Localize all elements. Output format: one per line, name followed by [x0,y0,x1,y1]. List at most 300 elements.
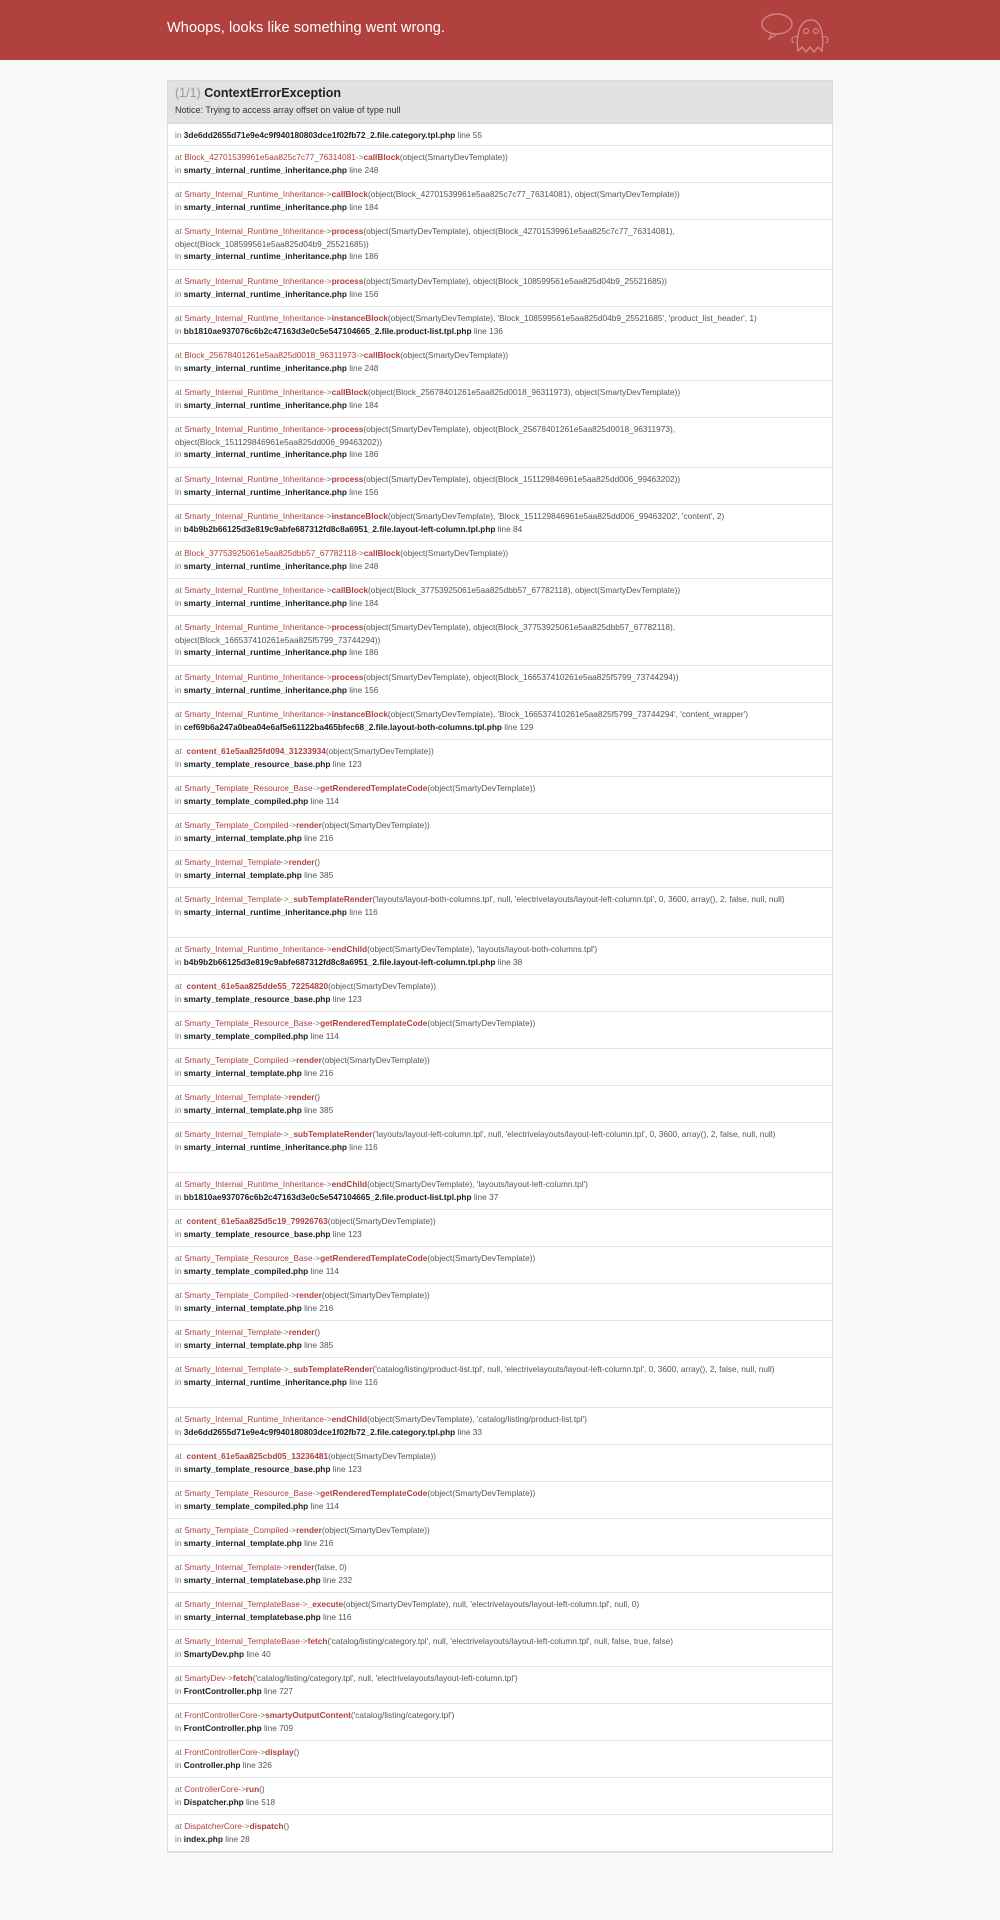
frame-in-label: in [175,1463,184,1474]
frame-class[interactable]: Smarty_Internal_Template [184,1327,282,1337]
frame-function[interactable]: getRenderedTemplateCode [320,1018,428,1028]
frame-file[interactable]: smarty_template_compiled.php [183,1500,309,1511]
frame-at-label: at [175,1673,185,1683]
frame-file[interactable]: smarty_internal_runtime_inheritance.php [183,560,347,571]
frame-class[interactable]: Smarty_Template_Resource_Base [184,783,313,793]
frame-function[interactable]: callBlock [363,548,401,558]
frame-class[interactable]: Smarty_Internal_Template [184,1129,282,1139]
frame-args: (object(SmartyDevTemplate)) [328,1451,437,1461]
frame-file[interactable]: smarty_template_resource_base.php [183,1463,331,1474]
frame-location [175,1030,825,1043]
frame-function[interactable]: render [288,857,315,867]
stack-frame [168,1408,832,1445]
frame-class[interactable]: Smarty_Internal_Runtime_Inheritance [184,1414,324,1424]
frame-class[interactable]: FrontControllerCore [184,1747,258,1757]
frame-operator: -> [281,1364,289,1374]
frame-class[interactable]: Block_25678401261e5aa825d0018_96311973 [184,350,357,360]
frame-function[interactable]: process [331,276,364,286]
stack-frame [168,1321,832,1358]
frame-at-label: at [175,1364,185,1374]
frame-function[interactable]: process [331,226,364,236]
error-header [0,0,1000,60]
frame-line: line 123 [330,758,362,769]
frame-file[interactable]: Controller.php [183,1759,241,1770]
frame-file[interactable]: smarty_internal_runtime_inheritance.php [183,906,347,917]
frame-file[interactable]: smarty_internal_runtime_inheritance.php [183,201,347,212]
frame-location [175,560,825,573]
stack-frame [168,1247,832,1284]
frame-line: line 55 [455,130,483,140]
frame-file[interactable]: smarty_internal_runtime_inheritance.php [183,684,347,695]
frame-operator: -> [288,1055,297,1065]
frame-class[interactable]: Smarty_Template_Compiled [184,1290,289,1300]
frame-location [175,1302,825,1315]
frame-operator: -> [288,820,297,830]
frame-operator: -> [312,1018,321,1028]
frame-call [175,1672,825,1685]
frame-at-label: at [175,1599,185,1609]
frame-function[interactable]: process [331,622,364,632]
frame-function[interactable]: endChild [331,1179,368,1189]
frame-in-label: in [175,130,184,140]
frame-location [175,1228,825,1241]
frame-operator: -> [323,511,332,521]
stack-frame [168,1086,832,1123]
frame-operator: -> [281,1129,289,1139]
frame-in-label: in [175,906,184,917]
frame-args: (object(SmartyDevTemplate)) [427,1018,536,1028]
frame-function[interactable]: process [331,424,364,434]
frame-call [175,943,825,956]
frame-function[interactable]: _subTemplateRender [288,894,373,904]
frame-in-label: in [175,486,184,497]
frame-file[interactable]: smarty_internal_runtime_inheritance.php [183,486,347,497]
exception-name: ContextErrorException [204,86,342,100]
frame-class[interactable]: Smarty_Internal_Runtime_Inheritance [184,585,324,595]
frame-class[interactable]: Smarty_Internal_Runtime_Inheritance [184,276,324,286]
frame-in-label: in [175,1611,184,1622]
frame-file[interactable]: smarty_internal_runtime_inheritance.php [183,288,347,299]
frame-call [175,547,825,560]
frame-line: line 40 [244,1648,271,1659]
frame-file[interactable]: smarty_template_compiled.php [183,1030,309,1041]
frame-at-label: at [175,1636,185,1646]
frame-line: line 114 [308,1030,340,1041]
frame-file[interactable]: smarty_internal_template.php [183,832,302,843]
frame-args: ('layouts/layout-both-columns.tpl', null, 'electrivelayouts/layout-left-column.tpl', 0, 3600, array(), 2, false, null, null) [372,894,785,904]
frame-function[interactable]: render [296,1055,322,1065]
frame-args: (object(SmartyDevTemplate)) [427,1253,536,1263]
frame-at-label: at [175,276,185,286]
frame-args: (object(SmartyDevTemplate), object(Block_37753925061e5aa825dbb57_67782118), object(Block_166537410261e5aa825f5799_73744294)) [175,622,676,645]
frame-class[interactable]: Smarty_Internal_Runtime_Inheritance [184,387,324,397]
frame-line: line 123 [330,1228,362,1239]
frame-file[interactable]: smarty_internal_template.php [183,1067,302,1078]
frame-function[interactable]: dispatch [249,1821,284,1831]
frame-class[interactable]: Smarty_Internal_Runtime_Inheritance [184,672,324,682]
frame-at-label: at [175,1414,185,1424]
frame-operator: -> [323,424,332,434]
frame-args: (object(Block_25678401261e5aa825d0018_96311973), object(SmartyDevTemplate)) [368,387,681,397]
frame-file[interactable]: smarty_internal_templatebase.php [183,1611,321,1622]
frame-location [175,1265,825,1278]
frame-at-label: at [175,1055,185,1065]
frame-file[interactable]: smarty_internal_runtime_inheritance.php [183,362,347,373]
frame-location [175,325,825,338]
frame-at-label: at [175,746,185,756]
frame-file[interactable]: smarty_template_resource_base.php [183,993,331,1004]
frame-args: (object(SmartyDevTemplate)) [400,548,509,558]
frame-function[interactable]: getRenderedTemplateCode [320,1253,428,1263]
frame-function[interactable]: run [245,1784,260,1794]
frame-function[interactable]: _subTemplateRender [288,1364,373,1374]
frame-args: (object(SmartyDevTemplate)) [328,981,437,991]
frame-class[interactable]: FrontControllerCore [184,1710,258,1720]
frame-in-label: in [175,164,184,175]
frame-function[interactable]: render [288,1092,315,1102]
frame-class[interactable]: ControllerCore [184,1784,239,1794]
frame-args: () [314,1327,321,1337]
frame-file[interactable]: FrontController.php [183,1722,262,1733]
stack-frame [168,124,832,146]
frame-location [175,362,825,375]
frame-call [175,1252,825,1265]
frame-location [175,523,825,536]
frame-call [175,782,825,795]
frame-function[interactable]: render [296,820,322,830]
frame-class[interactable]: Smarty_Internal_Runtime_Inheritance [184,622,324,632]
frame-function[interactable]: callBlock [331,387,369,397]
frame-args: (object(SmartyDevTemplate), null, 'electrivelayouts/layout-left-column.tpl', null, 0) [343,1599,640,1609]
frame-call [175,1450,825,1463]
frame-location [175,869,825,882]
frame-file[interactable]: b4b9b2b66125d3e819c9abfe687312fd8c8a6951_2.file.layout-left-column.tpl.php [183,523,496,534]
frame-function[interactable]: process [331,672,364,682]
frame-in-label: in [175,1228,184,1239]
frame-in-label: in [175,1648,184,1659]
frame-class[interactable]: Smarty_Internal_Template [184,1364,282,1374]
frame-operator: -> [356,350,364,360]
stack-frame [168,1815,832,1852]
frame-call [175,1783,825,1796]
frame-file[interactable]: smarty_internal_runtime_inheritance.php [183,251,347,261]
frame-at-label: at [175,1290,185,1300]
frame-class[interactable]: Smarty_Template_Resource_Base [184,1253,313,1263]
frame-file[interactable]: smarty_internal_templatebase.php [183,1574,321,1585]
frame-operator: -> [300,1636,308,1646]
frame-line: line 326 [240,1759,272,1770]
frame-function[interactable]: _subTemplateRender [288,1129,373,1139]
frame-at-label: at [175,1525,185,1535]
frame-line: line 518 [243,1796,276,1807]
frame-operator: -> [288,1525,297,1535]
frame-operator: -> [238,1784,246,1794]
frame-location [175,1104,825,1117]
frame-in-label: in [175,201,184,212]
stack-frame [168,1049,832,1086]
frame-operator: -> [323,474,332,484]
frame-call [175,1054,825,1067]
frame-line: line 184 [347,399,379,410]
frame-at-label: at [175,1018,185,1028]
frame-function[interactable]: callBlock [363,350,401,360]
stack-frame [168,1741,832,1778]
frame-line: line 116 [347,1376,378,1387]
stack-frame [168,666,832,703]
frame-call [175,312,825,325]
stack-frame [168,1210,832,1247]
frame-location [175,1463,825,1476]
frame-in-label: in [175,993,184,1004]
frame-at-label: at [175,474,185,484]
frame-in-label: in [175,1265,184,1276]
frame-in-label: in [175,399,184,410]
stack-trace [167,124,833,1853]
frame-file[interactable]: SmartyDev.php [183,1648,245,1659]
frame-at-label: at [175,1129,185,1139]
frame-class[interactable]: Smarty_Internal_Runtime_Inheritance [184,1179,324,1189]
stack-frame [168,1593,832,1630]
stack-frame [168,1123,832,1173]
frame-args: (object(SmartyDevTemplate), object(Block_25678401261e5aa825d0018_96311973), object(Block_151129846961e5aa825dd006_99463202)) [175,424,676,447]
frame-line: line 123 [330,993,362,1004]
frame-location [175,1376,825,1389]
frame-class[interactable]: Smarty_Internal_Runtime_Inheritance [184,944,324,954]
frame-args: () [293,1747,300,1757]
frame-in-label: in [175,758,184,769]
frame-class[interactable]: Block_42701539961e5aa825c7c77_76314081 [184,152,356,162]
frame-args: (object(SmartyDevTemplate), object(Block_151129846961e5aa825dd006_99463202)) [363,474,681,484]
frame-file[interactable]: FrontController.php [183,1685,262,1696]
frame-call [175,1413,825,1426]
frame-location [175,1537,825,1550]
frame-location [175,1339,825,1352]
frame-file[interactable]: smarty_internal_runtime_inheritance.php [183,1376,347,1387]
frame-class[interactable]: Smarty_Internal_Template [184,1092,282,1102]
frame-location [175,288,825,301]
frame-line: line 186 [347,449,379,459]
frame-file[interactable]: index.php [183,1833,223,1844]
stack-frame [168,938,832,975]
frame-class[interactable]: Smarty_Internal_TemplateBase [184,1599,300,1609]
stack-frame [168,1667,832,1704]
frame-file[interactable]: smarty_internal_runtime_inheritance.php [183,647,347,657]
frame-call [175,275,825,288]
frame-operator: -> [323,1179,332,1189]
frame-line: line 116 [320,1611,352,1622]
frame-line: line 216 [301,1302,334,1313]
frame-function[interactable]: callBlock [331,585,369,595]
frame-function[interactable]: content_61e5aa825dde55_72254820 [186,981,329,991]
frame-location [175,646,825,659]
frame-function[interactable]: render [288,1327,315,1337]
frame-class[interactable]: Smarty_Template_Compiled [184,1525,289,1535]
frame-line: line 232 [320,1574,353,1585]
frame-args: (object(SmartyDevTemplate)) [400,350,509,360]
frame-file[interactable]: smarty_internal_template.php [183,1302,302,1313]
frame-in-label: in [175,1067,184,1078]
frame-function[interactable]: fetch [307,1636,328,1646]
frame-call [175,1289,825,1302]
frame-at-label: at [175,548,185,558]
frame-call [175,584,825,597]
frame-function[interactable]: display [265,1747,294,1757]
frame-file[interactable]: smarty_template_resource_base.php [183,758,331,769]
frame-args: (object(SmartyDevTemplate), 'layouts/layout-left-column.tpl') [367,1179,588,1189]
frame-args: (object(SmartyDevTemplate)) [427,783,536,793]
frame-function[interactable]: smartyOutputContent [265,1710,351,1720]
frame-location [175,758,825,771]
stack-frame [168,740,832,777]
frame-operator: -> [257,1710,266,1720]
stack-frame [168,542,832,579]
frame-function[interactable]: instanceBlock [331,709,388,719]
exception-header [167,80,833,124]
frame-class[interactable]: Smarty_Internal_Runtime_Inheritance [184,709,324,719]
frame-location [175,597,825,610]
frame-operator: -> [281,1092,289,1102]
frame-args: (object(SmartyDevTemplate)) [321,1525,430,1535]
frame-function[interactable]: content_61e5aa825cbd05_13236481 [186,1451,329,1461]
frame-at-label: at [175,820,185,830]
exception-title [175,86,825,100]
frame-call [175,349,825,362]
frame-location [175,1833,825,1846]
frame-args: (object(Block_42701539961e5aa825c7c77_76314081), object(SmartyDevTemplate)) [368,189,680,199]
frame-file[interactable]: smarty_template_compiled.php [183,795,309,806]
frame-file[interactable]: smarty_internal_runtime_inheritance.php [183,164,347,175]
frame-args: (object(SmartyDevTemplate), object(Block_42701539961e5aa825c7c77_76314081), object(Block_108599561e5aa825d04b9_25521685)) [175,226,675,249]
frame-function[interactable]: getRenderedTemplateCode [320,783,428,793]
frame-file[interactable]: cef69b6a247a0bea04e6af5e61122ba465bfec68_2.file.layout-both-columns.tpl.php [183,721,502,732]
frame-at-label: at [175,1327,185,1337]
frame-class[interactable]: Smarty_Template_Compiled [184,820,289,830]
frame-file[interactable]: smarty_template_compiled.php [183,1265,309,1276]
frame-in-label: in [175,288,184,299]
frame-at-label: at [175,1821,185,1831]
stack-frame [168,1012,832,1049]
frame-function[interactable]: endChild [331,944,368,954]
frame-class[interactable]: Smarty_Template_Resource_Base [184,1488,313,1498]
frame-class[interactable]: DispatcherCore [184,1821,242,1831]
frame-in-label: in [175,1104,184,1115]
frame-function[interactable]: getRenderedTemplateCode [320,1488,428,1498]
frame-file[interactable]: 3de6dd2655d71e9e4c9f940180803dce1f02fb72_2.file.category.tpl.php [183,130,456,140]
frame-class[interactable]: Block_37753925061e5aa825dbb57_67782118 [184,548,357,558]
frame-args: (object(SmartyDevTemplate), 'layouts/layout-both-columns.tpl') [367,944,598,954]
frame-function[interactable]: render [288,1562,315,1572]
frame-class[interactable]: Smarty_Internal_Runtime_Inheritance [184,511,324,521]
frame-class[interactable]: Smarty_Internal_Template [184,1562,282,1572]
frame-at-label: at [175,1253,185,1263]
frame-in-label: in [175,1302,184,1313]
frame-file[interactable]: bb1810ae937076c6b2c47163d3e0c5e547104665_2.file.product-list.tpl.php [183,325,472,336]
frame-class[interactable]: Smarty_Template_Resource_Base [184,1018,313,1028]
frame-at-label: at [175,783,185,793]
frame-operator: -> [281,857,289,867]
frame-in-label: in [175,721,184,732]
frame-file[interactable]: 3de6dd2655d71e9e4c9f940180803dce1f02fb72_2.file.category.tpl.php [183,1426,456,1437]
frame-line: line 156 [347,486,379,497]
frame-args: (object(SmartyDevTemplate)) [327,1216,436,1226]
frame-file[interactable]: smarty_internal_runtime_inheritance.php [183,1141,347,1152]
frame-function[interactable]: instanceBlock [331,313,388,323]
frame-function[interactable]: callBlock [363,152,400,162]
frame-function[interactable]: fetch [232,1673,253,1683]
frame-file[interactable]: smarty_internal_runtime_inheritance.php [183,449,347,459]
frame-file[interactable]: smarty_internal_runtime_inheritance.php [183,597,347,608]
frame-function[interactable]: _execute [307,1599,344,1609]
frame-function[interactable]: process [331,474,364,484]
frame-function[interactable]: content_61e5aa825fd094_31233934 [186,746,326,756]
frame-file[interactable]: b4b9b2b66125d3e819c9abfe687312fd8c8a6951_2.file.layout-left-column.tpl.php [183,956,496,967]
frame-operator: -> [312,1488,321,1498]
frame-operator: -> [281,1562,289,1572]
frame-class[interactable]: Smarty_Internal_Runtime_Inheritance [184,189,324,199]
frame-class[interactable]: SmartyDev [184,1673,226,1683]
frame-line: line 116 [347,1141,378,1152]
frame-function[interactable]: endChild [331,1414,368,1424]
exception-count: (1/1) [175,86,201,100]
frame-file[interactable]: smarty_template_resource_base.php [183,1228,331,1239]
frame-function[interactable]: render [296,1525,322,1535]
frame-file[interactable]: smarty_internal_runtime_inheritance.php [183,399,347,410]
frame-at-label: at [175,981,185,991]
frame-class[interactable]: Smarty_Internal_Runtime_Inheritance [184,313,324,323]
frame-call [175,1746,825,1759]
frame-line: line 184 [347,597,379,608]
frame-file[interactable]: smarty_internal_template.php [183,869,302,880]
frame-class[interactable]: Smarty_Internal_TemplateBase [184,1636,300,1646]
frame-class[interactable]: Smarty_Template_Compiled [184,1055,289,1065]
frame-location [175,1191,825,1204]
frame-operator: -> [323,672,332,682]
frame-in-label: in [175,1376,184,1387]
frame-in-label: in [175,1030,184,1041]
frame-call [175,1363,825,1376]
frame-operator: -> [281,894,289,904]
stack-frame [168,1519,832,1556]
frame-class[interactable]: Smarty_Internal_Runtime_Inheritance [184,424,324,434]
frame-call [175,1017,825,1030]
frame-file[interactable]: smarty_internal_template.php [183,1537,302,1548]
frame-file[interactable]: Dispatcher.php [183,1796,244,1807]
stack-frame [168,1173,832,1210]
frame-location [175,250,825,263]
frame-at-label: at [175,857,185,867]
frame-call [175,510,825,523]
frame-location [175,832,825,845]
frame-function[interactable]: instanceBlock [331,511,388,521]
frame-in-label: in [175,1141,184,1152]
frame-in-label: in [175,560,184,571]
frame-in-label: in [175,647,184,657]
frame-function[interactable]: content_61e5aa825d5c19_79926763 [186,1216,328,1226]
frame-operator: -> [323,226,332,236]
frame-function[interactable]: callBlock [331,189,369,199]
frame-file[interactable]: bb1810ae937076c6b2c47163d3e0c5e547104665_2.file.product-list.tpl.php [183,1191,472,1202]
frame-in-label: in [175,597,184,608]
frame-file[interactable]: smarty_internal_template.php [183,1104,302,1115]
frame-location [175,1611,825,1624]
frame-class[interactable]: Smarty_Internal_Runtime_Inheritance [184,474,324,484]
frame-function[interactable]: render [296,1290,322,1300]
frame-class[interactable]: Smarty_Internal_Template [184,857,282,867]
frame-class[interactable]: Smarty_Internal_Template [184,894,282,904]
frame-class[interactable]: Smarty_Internal_Runtime_Inheritance [184,226,324,236]
frame-file[interactable]: smarty_internal_template.php [183,1339,302,1350]
frame-location [175,1722,825,1735]
